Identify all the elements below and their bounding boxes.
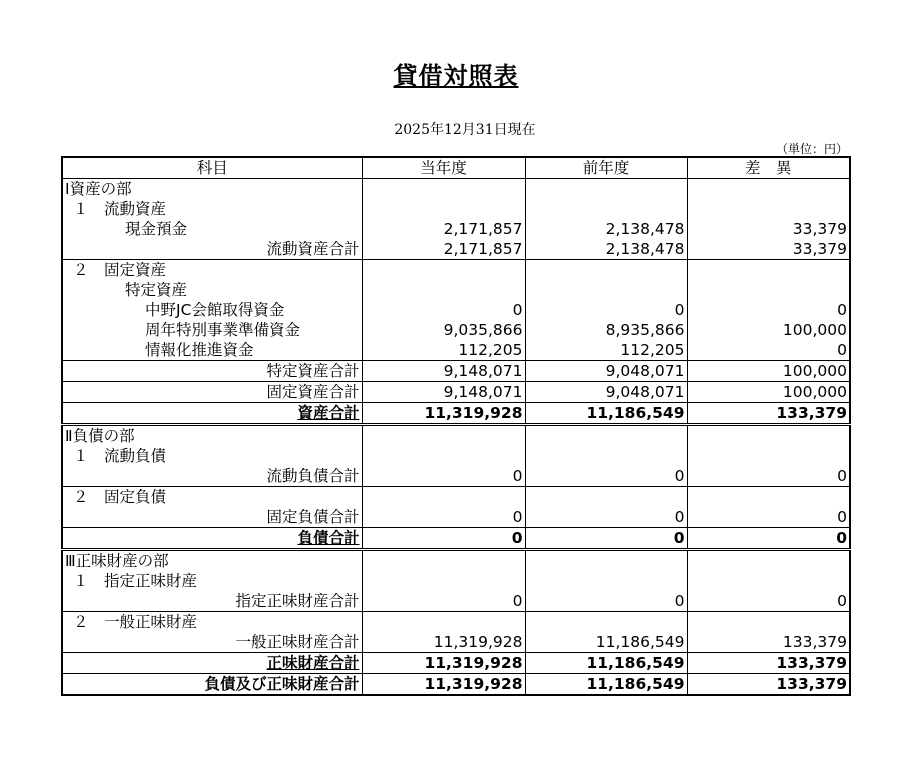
value-current: 0 — [362, 300, 525, 320]
group-fixed-liabilities: ２ 固定負債 — [62, 487, 362, 508]
value-previous: 2,138,478 — [525, 239, 687, 260]
item-label: 中野JC会館取得資金 — [62, 300, 362, 320]
group-general-net-assets: ２ 一般正味財産 — [62, 612, 362, 633]
value-previous: 11,186,549 — [525, 403, 687, 425]
group-fixed-assets: ２ 固定資産 — [62, 260, 362, 281]
value-previous: 9,048,071 — [525, 382, 687, 403]
table-row — [62, 320, 850, 340]
section-liabilities: Ⅱ負債の部 — [62, 425, 362, 447]
grand-total-label: 負債及び正味財産合計 — [62, 674, 362, 696]
value-difference: 0 — [687, 507, 850, 528]
group-current-liabilities: １ 流動負債 — [62, 446, 362, 466]
unit-note: （単位：円） — [775, 142, 848, 156]
balance-sheet-table — [61, 156, 851, 696]
value-current: 9,148,071 — [362, 361, 525, 382]
group-designated-net-assets: １ 指定正味財産 — [62, 571, 362, 591]
value-difference: 33,379 — [687, 239, 850, 260]
value-previous: 11,186,549 — [525, 632, 687, 653]
value-difference: 100,000 — [687, 361, 850, 382]
value-previous: 0 — [525, 507, 687, 528]
table-row — [62, 300, 850, 320]
table-row — [62, 382, 850, 403]
table-row — [62, 403, 850, 425]
value-current: 0 — [362, 507, 525, 528]
value-previous: 11,186,549 — [525, 674, 687, 696]
table-row — [62, 446, 850, 466]
value-difference: 0 — [687, 300, 850, 320]
table-row — [62, 591, 850, 612]
value-previous: 2,138,478 — [525, 219, 687, 239]
header-account: 科目 — [62, 157, 362, 179]
header-current-year: 当年度 — [362, 157, 525, 179]
section-assets: Ⅰ資産の部 — [62, 179, 362, 200]
value-current: 11,319,928 — [362, 674, 525, 696]
value-difference: 100,000 — [687, 320, 850, 340]
value-difference: 133,379 — [687, 674, 850, 696]
table-row — [62, 361, 850, 382]
value-previous: 0 — [525, 300, 687, 320]
table-row — [62, 179, 850, 200]
table-row — [62, 340, 850, 361]
value-current: 112,205 — [362, 340, 525, 361]
item-label: 周年特別事業準備資金 — [62, 320, 362, 340]
value-current: 11,319,928 — [362, 403, 525, 425]
group-specified-assets: 特定資産 — [62, 280, 362, 300]
item-label: 現金預金 — [62, 219, 362, 239]
group-current-assets: １ 流動資産 — [62, 199, 362, 219]
value-previous: 0 — [525, 466, 687, 487]
value-current: 0 — [362, 591, 525, 612]
table-row — [62, 653, 850, 674]
value-current: 2,171,857 — [362, 219, 525, 239]
table-row — [62, 219, 850, 239]
value-previous: 112,205 — [525, 340, 687, 361]
value-previous: 0 — [525, 528, 687, 550]
table-row — [62, 199, 850, 219]
value-previous: 9,048,071 — [525, 361, 687, 382]
table-row — [62, 487, 850, 508]
table-header-row — [62, 157, 850, 179]
table-row — [62, 612, 850, 633]
header-difference: 差 異 — [687, 157, 850, 179]
total-label: 正味財産合計 — [62, 653, 362, 674]
table-row — [62, 507, 850, 528]
table-row — [62, 571, 850, 591]
value-difference: 0 — [687, 591, 850, 612]
value-current: 0 — [362, 466, 525, 487]
value-difference: 100,000 — [687, 382, 850, 403]
subtotal-label: 一般正味財産合計 — [62, 632, 362, 653]
subtotal-label: 特定資産合計 — [62, 361, 362, 382]
table-row — [62, 239, 850, 260]
value-current: 2,171,857 — [362, 239, 525, 260]
subtotal-label: 流動負債合計 — [62, 466, 362, 487]
value-previous: 11,186,549 — [525, 653, 687, 674]
as-of-date: 2025年12月31日現在 — [394, 122, 536, 138]
subtotal-label: 固定資産合計 — [62, 382, 362, 403]
table-row — [62, 260, 850, 281]
subtotal-label: 指定正味財産合計 — [62, 591, 362, 612]
value-difference: 133,379 — [687, 632, 850, 653]
subtotal-label: 固定負債合計 — [62, 507, 362, 528]
value-current: 9,035,866 — [362, 320, 525, 340]
total-label: 負債合計 — [62, 528, 362, 550]
table-row — [62, 550, 850, 572]
header-previous-year: 前年度 — [525, 157, 687, 179]
value-current: 11,319,928 — [362, 653, 525, 674]
table-row — [62, 425, 850, 447]
value-current: 0 — [362, 528, 525, 550]
value-previous: 8,935,866 — [525, 320, 687, 340]
table-row — [62, 528, 850, 550]
section-net-assets: Ⅲ正味財産の部 — [62, 550, 362, 572]
document-title: 貸借対照表 — [393, 61, 519, 90]
table-row — [62, 674, 850, 696]
value-difference: 133,379 — [687, 403, 850, 425]
item-label: 情報化推進資金 — [62, 340, 362, 361]
value-difference: 0 — [687, 340, 850, 361]
table-row — [62, 466, 850, 487]
value-current: 11,319,928 — [362, 632, 525, 653]
value-difference: 133,379 — [687, 653, 850, 674]
value-difference: 0 — [687, 466, 850, 487]
table-row — [62, 280, 850, 300]
value-difference: 0 — [687, 528, 850, 550]
table-row — [62, 632, 850, 653]
subtotal-label: 流動資産合計 — [62, 239, 362, 260]
total-label: 資産合計 — [62, 403, 362, 425]
value-current: 9,148,071 — [362, 382, 525, 403]
value-previous: 0 — [525, 591, 687, 612]
value-difference: 33,379 — [687, 219, 850, 239]
